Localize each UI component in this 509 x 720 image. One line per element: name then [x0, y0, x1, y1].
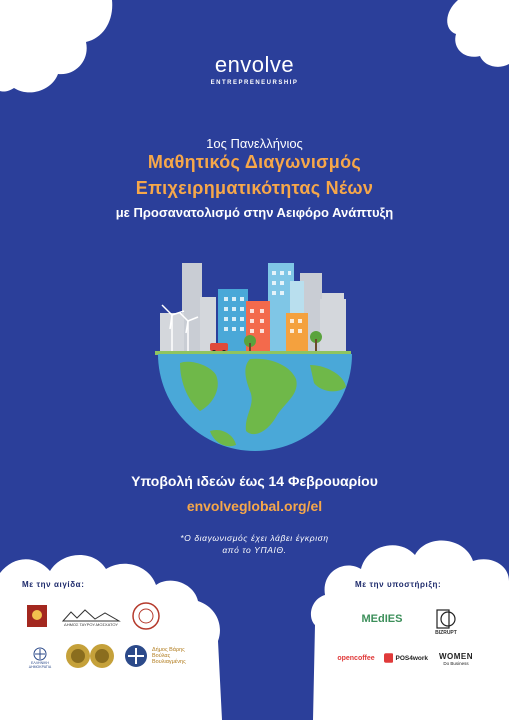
patron-municipality-text: ΔΗΜΟΣ ΤΑΥΡΟΥ-ΜΟΣΧΑΤΟΥ	[64, 621, 118, 627]
approval-note-line-1: *Ο διαγωνισμός έχει λάβει έγκριση	[180, 533, 329, 543]
sponsor-logo-poswork	[384, 650, 428, 666]
approval-note	[0, 532, 509, 556]
patron-logo-municipality	[58, 603, 124, 631]
brand-name: envolve	[214, 52, 295, 77]
globe-city-illustration	[150, 255, 360, 465]
patron-hellenic-text: ΕΛΛΗΝΙΚΗ ΔΗΜΟΚΡΑΤΙΑ	[28, 661, 52, 669]
sponsor-women-sub: Do Business	[443, 661, 469, 666]
sponsor-logo-bizrupt	[428, 604, 464, 640]
sponsor-logo-medies: MEdIES	[361, 613, 403, 625]
brand-tagline: ENTREPRENEURSHIP	[210, 80, 299, 86]
patron-logo-hellenic	[20, 643, 60, 673]
patron-logo-coins	[64, 641, 116, 671]
patron-logo-emblem	[122, 642, 150, 670]
website-link[interactable]: envolveglobal.org/el	[186, 498, 323, 514]
headline-line-2: Μαθητικός Διαγωνισμός	[147, 152, 362, 172]
patronage-label: Με την αιγίδα:	[22, 580, 85, 589]
sponsor-poswork-text: POS4work	[395, 654, 428, 662]
headline-line-1: 1ος Πανελλήνιος	[206, 136, 303, 151]
deadline-text: Υποβολή ιδεών έως 14 Φεβρουαρίου	[131, 473, 378, 489]
sponsor-women-text: WOMEN	[438, 652, 474, 661]
sponsor-logo-women	[432, 648, 480, 670]
support-label: Με την υποστήριξη:	[355, 580, 442, 589]
cloud-bottom-left	[0, 545, 225, 720]
patron-logo-seal	[130, 600, 162, 632]
patron-logo-vari: Δήμος Βάρης Βούλας Βουλιαγμένης	[152, 647, 186, 665]
sponsor-bizrupt-text: BIZRUPT	[435, 630, 457, 636]
headline-line-3: Επιχειρηματικότητας Νέων	[135, 178, 374, 198]
headline-line-4: με Προσανατολισμό στην Αειφόρο Ανάπτυξη	[115, 205, 394, 220]
brand-logo	[0, 52, 509, 86]
approval-note-line-2: από το ΥΠΑΙΘ.	[222, 545, 287, 555]
sponsor-logo-opencoffee: opencoffee	[337, 654, 375, 662]
patron-logo-region	[22, 600, 52, 632]
